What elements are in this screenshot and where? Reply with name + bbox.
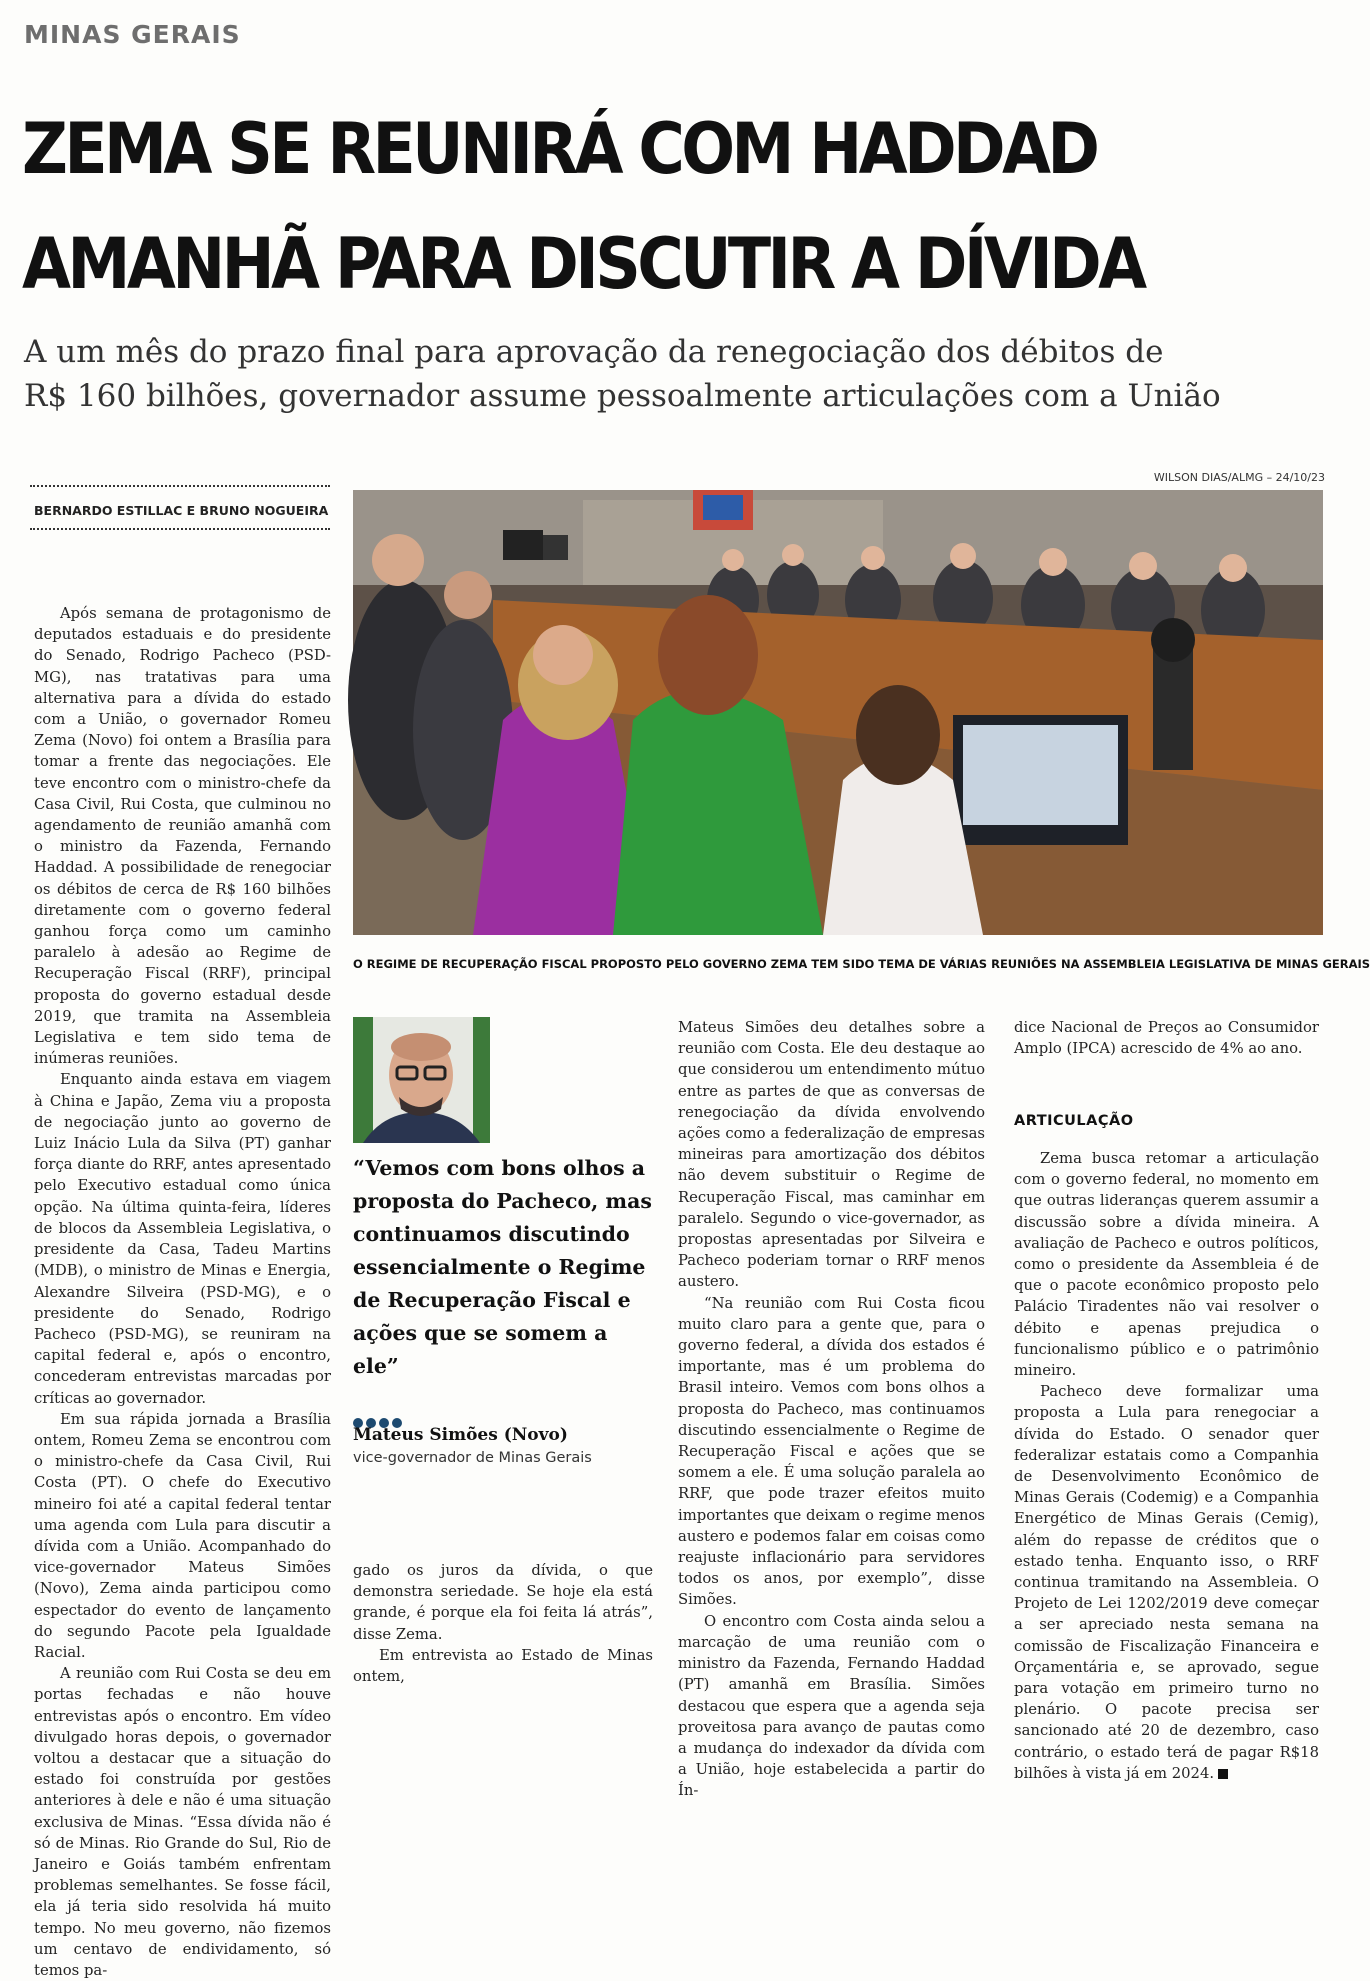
paragraph: “Na reunião com Rui Costa ficou muito claro para a gente que, para o governo federal, a dívida dos estados é importante, mas é um problema do Brasil inteiro. Vemos com bons olhos a proposta do Pacheco, mas continuamos discutindo essencialmente o Regime de Recuperação Fiscal e ações que se somem a ele. É uma solução paralela ao RRF, que pode trazer efeitos muito importantes que deixam o regime menos austero e podemos falar em coisas como reajuste inflacionário para servidores todos os anos, por exemplo”, disse Simões. (678, 1294, 985, 1609)
quote-author-role: vice-governador de Minas Gerais (353, 1450, 592, 1466)
paragraph: Zema busca retomar a articulação com o governo federal, no momento em que outras lideranças querem assumir a discussão sobre a dívida mineira. A avaliação de Pacheco e outros políticos, como o presidente da Assembleia é de que o pacote econômico proposto pelo Palácio Tiradentes não vai resolver o débito e apenas prejudica o funcionalismo público e o patrimônio mineiro. (1014, 1150, 1319, 1380)
paragraph: Em sua rápida jornada a Brasília ontem, Romeu Zema se encontrou com o ministro-chefe da Casa Civil, Rui Costa (PT). O chefe do Executivo mineiro foi até a capital federal tentar uma agenda com Lula para discutir a dívida com a União. Acompanhado do vice-governador Mateus Simões (Novo), Zema ainda participou como espectador do evento de lançamento do segundo Pacote pela Igualdade Racial. (34, 1410, 331, 1661)
assembly-meeting-illustration (353, 490, 1323, 935)
section-label: MINAS GERAIS (24, 20, 241, 49)
headline-line-2: AMANHÃ PARA DISCUTIR A DÍVIDA (22, 223, 1144, 305)
photo-credit: WILSON DIAS/ALMG – 24/10/23 (1153, 471, 1325, 484)
photo-caption: O REGIME DE RECUPERAÇÃO FISCAL PROPOSTO PELO GOVERNO ZEMA TEM SIDO TEMA DE VÁRIAS REUNIÕES NA ASSEMBLEIA LEGISLATIVA DE MINAS GERAIS (353, 957, 1370, 971)
byline-rule-bottom (30, 528, 330, 530)
paragraph: Mateus Simões deu detalhes sobre a reunião com Costa. Ele deu destaque ao que considerou um entendimento mútuo entre as partes de que as conversas de renegociação da dívida envolvendo ações como a federalização de empresas mineiras para amortização dos débitos não devem substituir o Regime de Recuperação Fiscal, mas caminhar em paralelo. Segundo o vice-governador, as propostas apresentadas por Silveira e Pacheco poderiam tornar o RRF menos austero. (678, 1019, 985, 1291)
pull-quote: “Vemos com bons olhos a proposta do Pacheco, mas continuamos discutindo essencialmente o Regime de Recuperação Fiscal e ações que se somem a ele” (353, 1156, 652, 1378)
quote-author: Mateus Simões (Novo) (353, 1425, 568, 1445)
paragraph: gado os juros da dívida, o que demonstra seriedade. Se hoje ela está grande, é porque ela foi feita lá atrás”, disse Zema. (353, 1562, 653, 1643)
dek-line-2: R$ 160 bilhões, governador assume pessoalmente articulações com a União (24, 378, 1221, 414)
paragraph: O encontro com Costa ainda selou a marcação de uma reunião com o ministro da Fazenda, Fernando Haddad (PT) amanhã em Brasília. Simões destacou que espera que a agenda seja proveitosa para avanço de pautas como a mudança do indexador da dívida com a União, hoje estabelecida a partir do Ín- (678, 1612, 985, 1800)
article-column-1 (34, 603, 331, 1979)
paragraph (1014, 1381, 1319, 1784)
end-mark-icon (1218, 1769, 1228, 1779)
dek (24, 330, 1324, 418)
article-column-4 (1014, 1148, 1319, 1782)
byline: BERNARDO ESTILLAC E BRUNO NOGUEIRA (34, 503, 329, 518)
paragraph-text: Pacheco deve formalizar uma proposta a Lula para renegociar a dívida do Estado. O senador quer federalizar estatais como a Companhia de Desenvolvimento Econômico de Minas Gerais (Codemig) e a Companhia Energético de Minas Gerais (Cemig), além do repasse de créditos que o estado tenha. Enquanto isso, o RRF continua tramitando na Assembleia. O Projeto de Lei 1202/2019 deve começar a ser apreciado nesta semana na comissão de Fiscalização Financeira e Orçamentária e, se aprovado, segue para votação em primeiro turno no plenário. O pacote precisa ser sancionado até 20 de dezembro, caso contrário, o estado terá de pagar R$18 bilhões à vista já em 2024. (1014, 1383, 1319, 1782)
dek-line-1: A um mês do prazo final para aprovação da renegociação dos débitos de (24, 334, 1164, 370)
paragraph: Após semana de protagonismo de deputados estaduais e do presidente do Senado, Rodrigo Pacheco (PSD-MG), nas tratativas para uma alternativa para a dívida do estado com a União, o governador Romeu Zema (Novo) foi ontem a Brasília para tomar a frente das negociações. Ele teve encontro com o ministro-chefe da Casa Civil, Rui Costa, que culminou no agendamento de reunião amanhã com o ministro da Fazenda, Fernando Haddad. A possibilidade de renegociar os débitos de cerca de R$ 160 bilhões diretamente com o governo federal ganhou força como um caminho paralelo à adesão ao Regime de Recuperação Fiscal (RRF), principal proposta do governo estadual desde 2019, que tramita na Assembleia Legislativa e tem sido tema de inúmeras reuniões. (34, 605, 331, 1068)
article-column-4-top (1014, 1017, 1319, 1077)
paragraph: A reunião com Rui Costa se deu em portas fechadas e não houve entrevistas após o encontro. Em vídeo divulgado horas depois, o governador voltou a destacar que a situação do estado foi construída por gestões anteriores à dele e não é uma situação exclusiva de Minas. “Essa dívida não é só de Minas. Rio Grande do Sul, Rio de Janeiro e Goiás também enfrentam problemas semelhantes. Se fosse fácil, ela já teria sido resolvida há muito tempo. No meu governo, não fizemos um centavo de endividamento, só temos pa- (34, 1665, 331, 1979)
news-photo (353, 490, 1323, 935)
headline-line-1: ZEMA SE REUNIRÁ COM HADDAD (22, 108, 1097, 190)
subhead: ARTICULAÇÃO (1014, 1113, 1134, 1129)
paragraph: Enquanto ainda estava em viagem à China e Japão, Zema viu a proposta de negociação junto ao governo de Luiz Inácio Lula da Silva (PT) ganhar força diante do RRF, antes apresentado pelo Executivo estadual como única opção. Na última quinta-feira, líderes de blocos da Assembleia Legislativa, o presidente da Casa, Tadeu Martins (MDB), o ministro de Minas e Energia, Alexandre Silveira (PSD-MG), e o presidente do Senado, Rodrigo Pacheco (PSD-MG), se reuniram na capital federal e, após o encontro, concederam entrevistas marcadas por críticas ao governador. (34, 1071, 331, 1407)
headline (22, 92, 1208, 322)
paragraph: dice Nacional de Preços ao Consumidor Amplo (IPCA) acrescido de 4% ao ano. (1014, 1019, 1319, 1058)
portrait-photo (353, 1017, 490, 1143)
paragraph: Em entrevista ao Estado de Minas ontem, (353, 1646, 653, 1686)
byline-rule-top (30, 485, 330, 487)
portrait-illustration (353, 1017, 490, 1143)
article-column-3 (678, 1017, 985, 1800)
article-column-2 (353, 1560, 653, 1686)
